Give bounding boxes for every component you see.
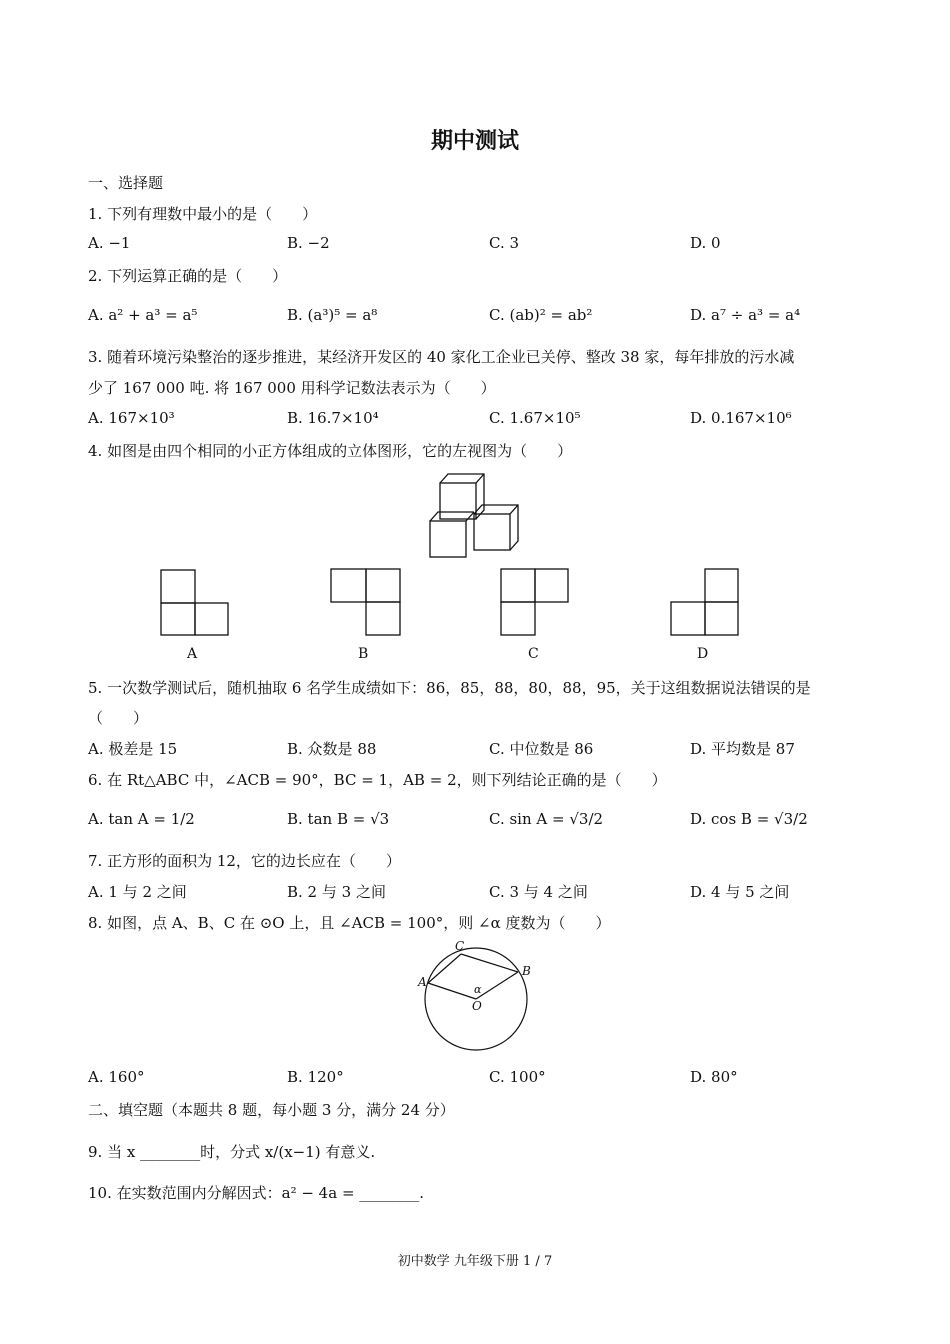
question-3-stem-line2: 少了 167 000 吨. 将 167 000 用科学记数法表示为（ ） [88, 379, 496, 397]
question-5-stem-line1: 5. 一次数学测试后，随机抽取 6 名学生成绩如下：86，85，88，80，88，95，关于这组数据说法错误的是 [88, 679, 811, 697]
q2-option-a: A. a² + a³ = a⁵ [88, 306, 198, 324]
question-4-stem: 4. 如图是由四个相同的小正方体组成的立体图形，它的左视图为（ ） [88, 442, 573, 460]
section-heading-choice: 一、选择题 [88, 174, 164, 192]
q1-option-b: B. −2 [287, 234, 330, 252]
q6-option-a: A. tan A = 1/2 [88, 810, 195, 828]
view-label-c: C [528, 646, 539, 662]
view-label-b: B [358, 646, 369, 662]
q5-option-a: A. 极差是 15 [88, 740, 178, 758]
view-label-d: D [697, 646, 709, 662]
q2-option-b: B. (a³)⁵ = a⁸ [287, 306, 378, 324]
q3-option-a: A. 167×10³ [88, 409, 175, 427]
q3-option-d: D. 0.167×10⁶ [690, 409, 792, 427]
section-heading-fill: 二、填空题（本题共 8 题，每小题 3 分，满分 24 分） [88, 1101, 455, 1119]
q1-option-d: D. 0 [690, 234, 721, 252]
question-10: 10. 在实数范围内分解因式：a² − 4a = ________. [88, 1184, 425, 1202]
q8-option-b: B. 120° [287, 1068, 344, 1086]
q6-option-d: D. cos B = √3/2 [690, 810, 808, 828]
question-6-stem: 6. 在 Rt△ABC 中，∠ACB = 90°，BC = 1，AB = 2，则下列结论正确的是（ ） [88, 771, 667, 789]
q8-option-c: C. 100° [489, 1068, 546, 1086]
question-7-stem: 7. 正方形的面积为 12，它的边长应在（ ） [88, 852, 401, 870]
chord-cb [461, 954, 518, 972]
question-5-stem-line2: （ ） [88, 709, 149, 727]
q1-option-a: A. −1 [88, 234, 131, 252]
question-8-stem: 8. 如图，点 A、B、C 在 ⊙O 上，且 ∠ACB = 100°，则 ∠α 度数为（ ） [88, 914, 611, 932]
page-title: 期中测试 [430, 128, 519, 154]
q6-option-c: C. sin A = √3/2 [489, 810, 604, 828]
q2-option-c: C. (ab)² = ab² [489, 306, 593, 324]
question-3-stem-line1: 3. 随着环境污染整治的逐步推进，某经济开发区的 40 家化工企业已关停、整改 38 家，每年排放的污水减 [88, 348, 795, 366]
point-o-label: O [472, 999, 482, 1013]
q6-option-b: B. tan B = √3 [287, 810, 390, 828]
q5-option-d: D. 平均数是 87 [690, 740, 795, 758]
q7-option-d: D. 4 与 5 之间 [690, 883, 790, 901]
angle-alpha-label: α [474, 983, 482, 996]
q7-option-c: C. 3 与 4 之间 [489, 883, 588, 901]
question-2-stem: 2. 下列运算正确的是（ ） [88, 267, 288, 285]
q5-option-c: C. 中位数是 86 [489, 740, 594, 758]
q8-option-d: D. 80° [690, 1068, 738, 1086]
q3-option-b: B. 16.7×10⁴ [287, 409, 379, 427]
q7-option-b: B. 2 与 3 之间 [287, 883, 386, 901]
q7-option-a: A. 1 与 2 之间 [88, 883, 187, 901]
point-a-label: A [418, 975, 427, 989]
q8-option-a: A. 160° [88, 1068, 145, 1086]
page-footer: 初中数学 九年级下册 1 / 7 [397, 1254, 553, 1269]
q3-option-c: C. 1.67×10⁵ [489, 409, 581, 427]
point-c-label: C [455, 939, 465, 953]
question-9: 9. 当 x ________时，分式 x/(x−1) 有意义. [88, 1143, 376, 1161]
point-b-label: B [522, 964, 531, 978]
question-1-stem: 1. 下列有理数中最小的是（ ） [88, 205, 318, 223]
q1-option-c: C. 3 [489, 234, 520, 252]
view-label-a: A [187, 646, 198, 662]
radius-oa [428, 983, 476, 999]
radius-ob [476, 972, 518, 999]
q2-option-d: D. a⁷ ÷ a³ = a⁴ [690, 306, 801, 324]
q5-option-b: B. 众数是 88 [287, 740, 377, 758]
